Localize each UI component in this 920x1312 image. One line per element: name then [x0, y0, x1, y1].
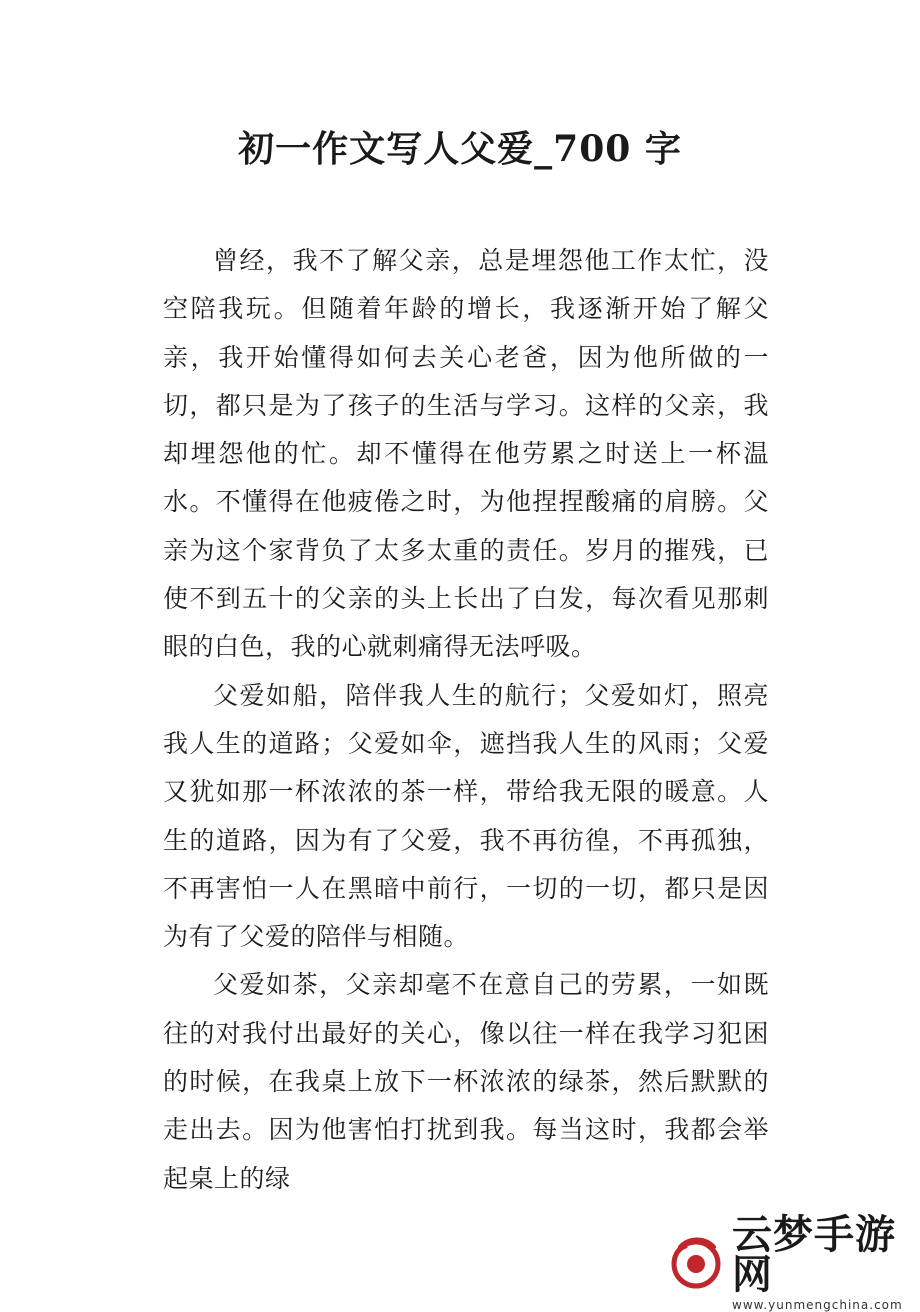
watermark-name: 云梦手游网: [732, 1212, 896, 1298]
article-body: [163, 237, 769, 1203]
paragraph-2: 父爱如船，陪伴我人生的航行；父爱如灯，照亮我人生的道路；父爱如伞，遮挡我人生的风雨；父爱又犹如那一杯浓浓的茶一样，带给我无限的暖意。人生的道路，因为有了父爱，我不再彷徨，不再孤独，不再害怕一人在黑暗中前行，一切的一切，都只是因为有了父爱的陪伴与相随。: [163, 680, 769, 952]
page-title: 初一作文写人父爱_700 字: [238, 128, 682, 170]
site-watermark: [666, 1212, 916, 1312]
watermark-text: [732, 1212, 916, 1312]
paragraph-3: 父爱如茶，父亲却毫不在意自己的劳累，一如既往的对我付出最好的关心，像以往一样在我学习犯困的时候，在我桌上放下一杯浓浓的绿茶，然后默默的走出去。因为他害怕打扰到我。每当这时，我都会举起桌上的绿: [163, 970, 769, 1193]
yunmeng-logo-icon: [666, 1233, 726, 1293]
paragraph-1: 曾经，我不了解父亲，总是埋怨他工作太忙，没空陪我玩。但随着年龄的增长，我逐渐开始了解父亲，我开始懂得如何去关心老爸，因为他所做的一切，都只是为了孩子的生活与学习。这样的父亲，我却埋怨他的忙。却不懂得在他劳累之时送上一杯温水。不懂得在他疲倦之时，为他捏捏酸痛的肩膀。父亲为这个家背负了太多太重的责任。岁月的摧残，已使不到五十的父亲的头上长出了白发，每次看见那刺眼的白色，我的心就刺痛得无法呼吸。: [163, 246, 769, 662]
watermark-url: www.yunmengchina.com: [732, 1298, 903, 1312]
